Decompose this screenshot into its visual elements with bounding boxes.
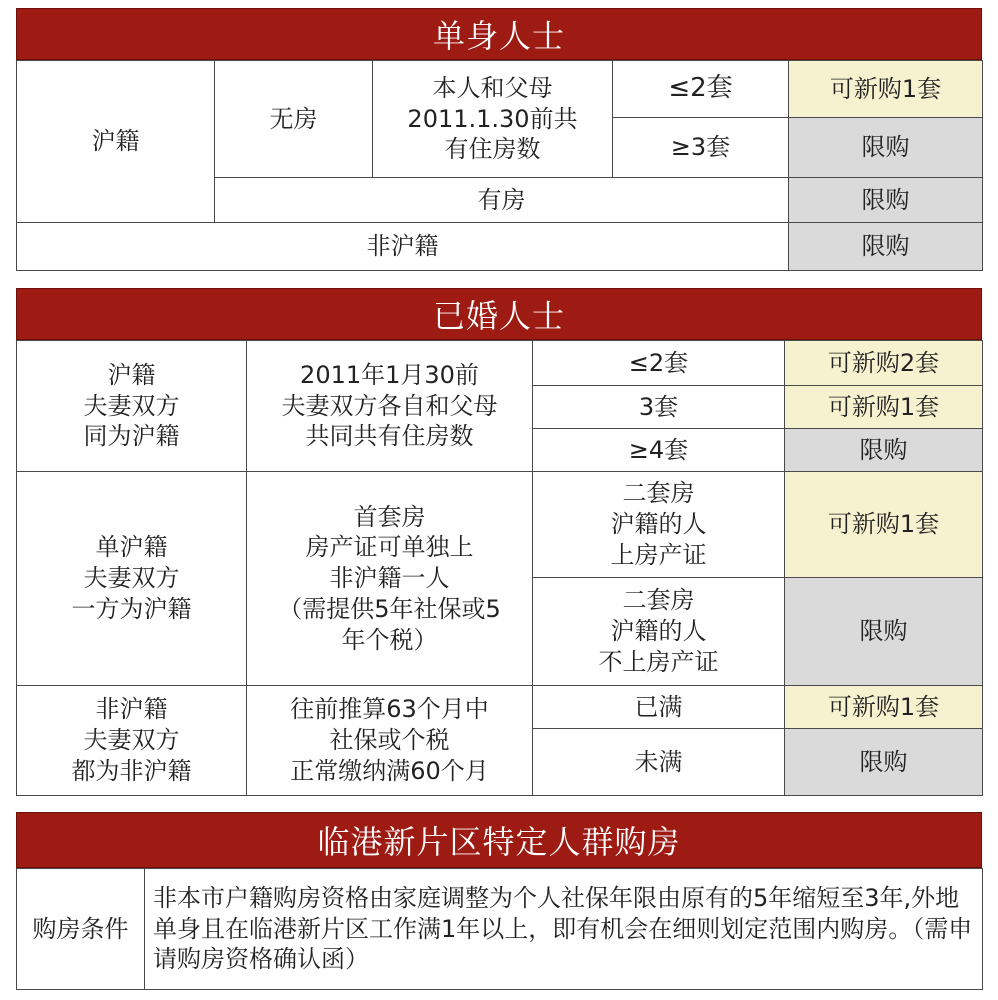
married-result-off-cert: 限购 bbox=[785, 578, 983, 686]
married-eq3: 3套 bbox=[533, 386, 785, 429]
married-both-nonlocal: 非沪籍 夫妻双方 都为非沪籍 bbox=[17, 686, 247, 796]
single-result-ge3: 限购 bbox=[789, 118, 983, 178]
married-one-local: 单沪籍 夫妻双方 一方为沪籍 bbox=[17, 472, 247, 686]
section-title-married bbox=[16, 288, 982, 340]
married-result-eq3: 可新购1套 bbox=[785, 386, 983, 429]
married-table bbox=[16, 340, 983, 796]
section-title-lingang bbox=[16, 812, 982, 868]
single-non-local: 非沪籍 bbox=[17, 223, 789, 271]
married-result-le2: 可新购2套 bbox=[785, 341, 983, 386]
section-title-single bbox=[16, 8, 982, 60]
married-result-not-full: 限购 bbox=[785, 729, 983, 796]
single-title: 单身人士 bbox=[432, 17, 565, 55]
married-le2: ≤2套 bbox=[533, 341, 785, 386]
single-table bbox=[16, 60, 983, 271]
married-one-local-desc: 首套房 房产证可单独上 非沪籍一人 （需提供5年社保或5 年个税） bbox=[247, 472, 533, 686]
married-both-nonlocal-desc: 往前推算63个月中 社保或个税 正常缴纳满60个月 bbox=[247, 686, 533, 796]
single-ge3: ≥3套 bbox=[613, 118, 789, 178]
married-both-local-desc: 2011年1月30前 夫妻双方各自和父母 共同共有住房数 bbox=[247, 341, 533, 472]
married-title: 已婚人士 bbox=[432, 297, 565, 335]
lingang-condition-text: 非本市户籍购房资格由家庭调整为个人社保年限由原有的5年缩短至3年,外地单身且在临港新片区工作满1年以上，即有机会在细则划定范围内购房。（需申请购房资格确认函） bbox=[145, 869, 983, 990]
single-result-has-house: 限购 bbox=[789, 178, 983, 223]
lingang-table bbox=[16, 868, 983, 990]
married-second-on-cert: 二套房 沪籍的人 上房产证 bbox=[533, 472, 785, 578]
married-result-on-cert: 可新购1套 bbox=[785, 472, 983, 578]
married-result-ge4: 限购 bbox=[785, 429, 983, 472]
single-le2: ≤2套 bbox=[613, 61, 789, 118]
single-result-le2: 可新购1套 bbox=[789, 61, 983, 118]
married-both-local: 沪籍 夫妻双方 同为沪籍 bbox=[17, 341, 247, 472]
single-result-non-local: 限购 bbox=[789, 223, 983, 271]
married-second-off-cert: 二套房 沪籍的人 不上房产证 bbox=[533, 578, 785, 686]
single-no-house: 无房 bbox=[215, 61, 373, 178]
single-local: 沪籍 bbox=[17, 61, 215, 223]
married-full: 已满 bbox=[533, 686, 785, 729]
single-has-house: 有房 bbox=[215, 178, 789, 223]
lingang-condition-label: 购房条件 bbox=[17, 869, 145, 990]
married-result-full: 可新购1套 bbox=[785, 686, 983, 729]
married-not-full: 未满 bbox=[533, 729, 785, 796]
lingang-title: 临港新片区特定人群购房 bbox=[317, 823, 681, 861]
married-ge4: ≥4套 bbox=[533, 429, 785, 472]
single-count-desc: 本人和父母 2011.1.30前共 有住房数 bbox=[373, 61, 613, 178]
